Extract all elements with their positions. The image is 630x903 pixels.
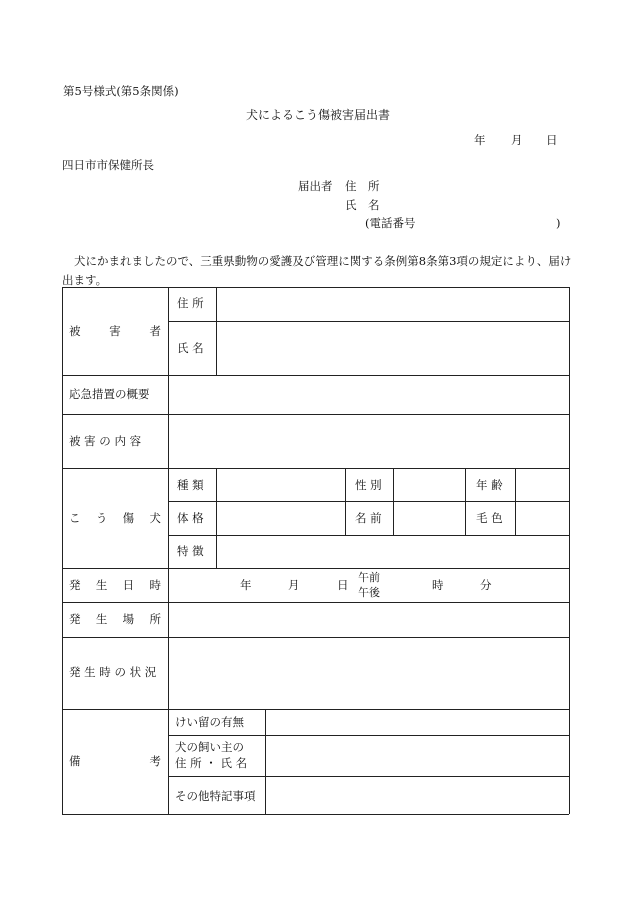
dog-features-label: 特 徴 [177,544,204,558]
applicant-label: 届出者 [298,179,333,193]
first-aid-field[interactable] [169,376,568,413]
victim-name-field[interactable] [217,322,568,374]
datetime-minute: 分 [480,578,492,592]
detention-field[interactable] [266,710,568,734]
dog-build-label: 体 格 [177,511,204,525]
datetime-day: 日 [337,578,349,592]
owner-field[interactable] [266,736,568,775]
dog-age-label: 年 齢 [476,478,503,492]
applicant-phone-open: (電話番号 [365,216,416,230]
applicant-address-label: 住 所 [345,179,380,193]
victim-label: 被 害 者 [69,324,161,338]
applicant-name-label: 氏 名 [345,198,380,212]
statement-text: 犬にかまれましたので、三重県動物の愛護及び管理に関する条例第8条第3項の規定により、届け出ます。 [62,254,572,287]
form-title: 犬によるこう傷被害届出書 [246,108,391,122]
remarks-label: 備 考 [69,754,161,768]
dog-age-field[interactable] [516,469,568,500]
dog-build-field[interactable] [217,502,344,534]
dog-coat-label: 毛 色 [476,511,503,525]
victim-name-label: 氏 名 [177,341,204,355]
damage-label: 被 害 の 内 容 [69,434,142,448]
dog-label: こ う 傷 犬 [69,511,161,525]
victim-address-field[interactable] [217,288,568,320]
dog-name-field[interactable] [394,502,464,534]
owner-label-line2: 住 所 ・ 氏 名 [175,756,248,770]
datetime-hour: 時 [432,578,444,592]
applicant-phone-close: ) [556,216,561,230]
victim-address-label: 住 所 [177,296,204,310]
dog-coat-field[interactable] [516,502,568,534]
datetime-year: 年 [240,578,252,592]
dog-sex-label: 性 別 [355,478,382,492]
date-month: 月 [511,133,523,147]
date-day: 日 [546,133,558,147]
form-number: 第5号様式(第5条関係) [63,84,179,98]
first-aid-label: 応急措置の概要 [69,387,150,401]
detention-label: けい留の有無 [175,715,244,729]
addressee: 四日市市保健所長 [62,158,154,172]
datetime-pm[interactable]: 午後 [358,586,380,599]
datetime-am[interactable]: 午前 [358,571,380,584]
situation-field[interactable] [169,638,568,708]
dog-breed-label: 種 類 [177,478,204,492]
date-year: 年 [474,133,486,147]
dog-sex-field[interactable] [394,469,464,500]
dog-breed-field[interactable] [217,469,344,500]
damage-field[interactable] [169,415,568,467]
dog-name-label: 名 前 [355,511,382,525]
datetime-label: 発 生 日 時 [69,578,161,592]
place-field[interactable] [169,603,568,636]
situation-label: 発 生 時 の 状 況 [69,665,157,679]
datetime-month: 月 [288,578,300,592]
owner-label-line1: 犬の飼い主の [175,740,244,754]
other-notes-label: その他特記事項 [175,789,256,803]
place-label: 発 生 場 所 [69,612,161,626]
other-notes-field[interactable] [266,777,568,813]
dog-features-field[interactable] [217,536,568,567]
